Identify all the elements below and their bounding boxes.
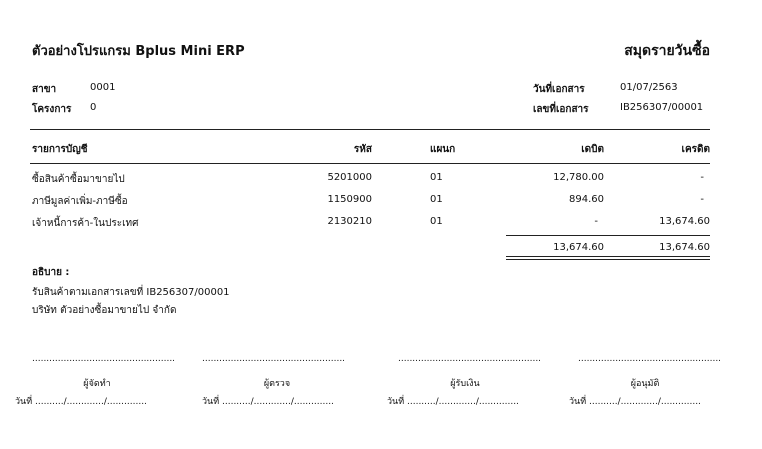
row-2-account: ภาษีมูลค่าเพิ่ม-ภาษีซื้อ xyxy=(32,196,128,207)
row-3-credit: 13,674.60 xyxy=(659,216,710,227)
row-2-code: 1150900 xyxy=(327,194,372,205)
doc-number-value: IB256307/00001 xyxy=(620,102,704,113)
doc-number-label: เลขที่เอกสาร xyxy=(533,104,589,115)
table-header-rule xyxy=(30,163,710,164)
col-header-code: รหัส xyxy=(353,144,372,155)
row-2-dept: 01 xyxy=(430,194,443,205)
row-3-account: เจ้าหนี้การค้า-ในประเทศ xyxy=(32,218,139,229)
signature-line-approver: .................................................. xyxy=(578,354,722,364)
description-line-2: บริษัท ตัวอย่างซื้อมาขายไป จำกัด xyxy=(32,305,177,316)
signature-line-reviewer: .................................................. xyxy=(202,354,346,364)
signature-label-approver: ผู้อนุมัติ xyxy=(630,379,660,389)
branch-label: สาขา xyxy=(32,84,57,95)
row-2-credit: - xyxy=(700,194,704,205)
totals-double-rule-2 xyxy=(506,259,710,260)
project-value: 0 xyxy=(90,102,97,113)
project-label: โครงการ xyxy=(32,104,72,115)
col-header-debit: เดบิต xyxy=(581,144,604,155)
col-header-credit: เครดิต xyxy=(681,144,710,155)
row-1-debit: 12,780.00 xyxy=(553,172,604,183)
signature-date-approver: วันที่ ........../............./.............. xyxy=(569,397,701,407)
signature-label-preparer: ผู้จัดทำ xyxy=(83,379,111,389)
description-label: อธิบาย : xyxy=(32,267,70,278)
signature-label-reviewer: ผู้ตรวจ xyxy=(263,379,291,389)
signature-label-receiver: ผู้รับเงิน xyxy=(450,379,480,389)
row-3-code: 2130210 xyxy=(327,216,372,227)
row-1-account: ซื้อสินค้าซื้อมาขายไป xyxy=(32,174,125,185)
table-top-rule xyxy=(30,129,710,130)
col-header-dept: แผนก xyxy=(430,144,456,155)
totals-double-rule-1 xyxy=(506,256,710,257)
totals-top-rule xyxy=(506,235,710,236)
row-1-code: 5201000 xyxy=(327,172,372,183)
signature-date-preparer: วันที่ ........../............./.............. xyxy=(15,397,147,407)
total-debit: 13,674.60 xyxy=(553,242,604,253)
doc-date-value: 01/07/2563 xyxy=(620,82,678,93)
signature-date-receiver: วันที่ ........../............./.............. xyxy=(387,397,519,407)
description-line-1: รับสินค้าตามเอกสารเลขที่ IB256307/00001 xyxy=(32,287,230,298)
signature-line-receiver: .................................................. xyxy=(398,354,542,364)
signature-line-preparer: .................................................. xyxy=(32,354,176,364)
doc-date-label: วันที่เอกสาร xyxy=(533,84,585,95)
company-name: ตัวอย่างโปรแกรม Bplus Mini ERP xyxy=(32,44,245,59)
total-credit: 13,674.60 xyxy=(659,242,710,253)
row-3-dept: 01 xyxy=(430,216,443,227)
row-1-dept: 01 xyxy=(430,172,443,183)
signature-date-reviewer: วันที่ ........../............./.............. xyxy=(202,397,334,407)
row-3-debit: - xyxy=(594,216,598,227)
row-2-debit: 894.60 xyxy=(569,194,604,205)
col-header-account: รายการบัญชี xyxy=(32,144,88,155)
row-1-credit: - xyxy=(700,172,704,183)
document-title: สมุดรายวันซื้อ xyxy=(624,43,710,59)
branch-value: 0001 xyxy=(90,82,116,93)
